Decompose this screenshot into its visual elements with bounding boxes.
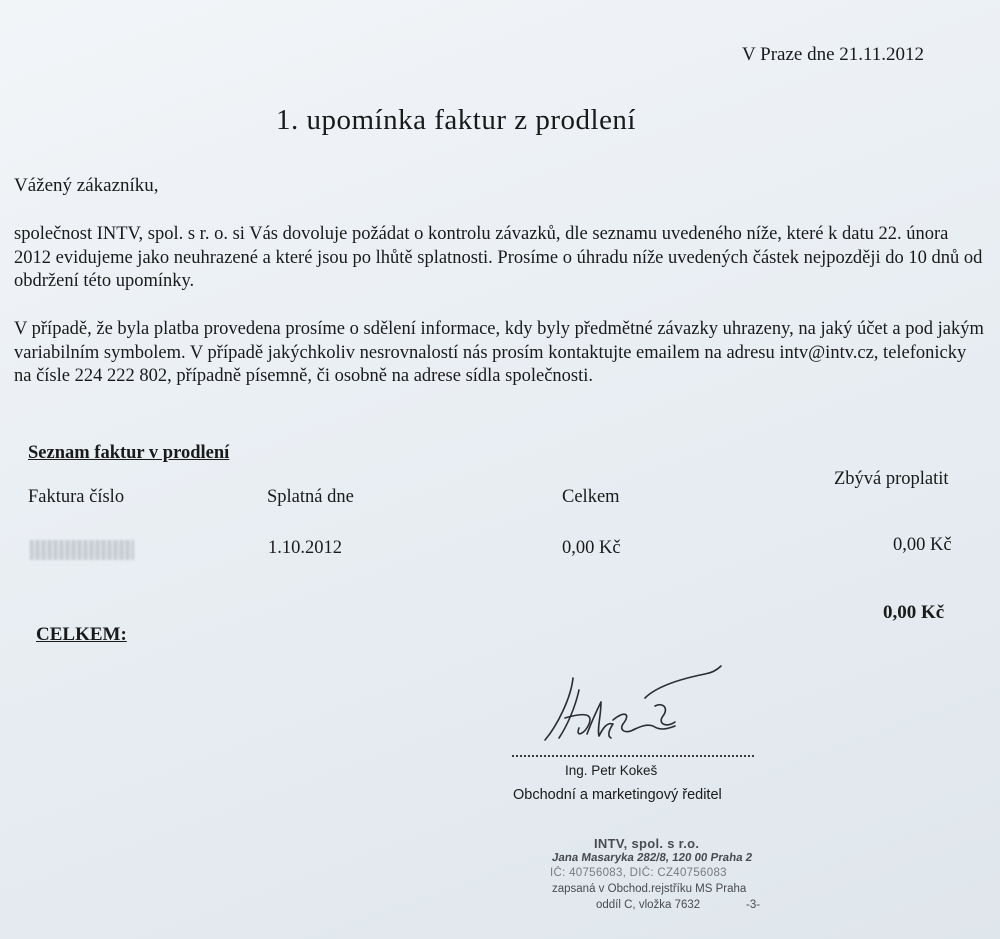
stamp-section: oddíl C, vložka 7632 xyxy=(596,899,701,911)
salutation: Vážený zákazníku, xyxy=(14,175,159,196)
letter-title: 1. upomínka faktur z prodlení xyxy=(276,104,636,136)
row-remaining: 0,00 Kč xyxy=(893,535,952,555)
signatory-name: Ing. Petr Kokeš xyxy=(565,763,658,778)
signature-line xyxy=(512,755,754,757)
stamp-company: INTV, spol. s r.o. xyxy=(594,836,700,851)
place-date: V Praze dne 21.11.2012 xyxy=(742,44,925,65)
handwritten-signature xyxy=(535,658,735,758)
stamp-address: Jana Masaryka 282/8, 120 00 Praha 2 xyxy=(551,852,753,864)
body-paragraph-2: V případě, že byla platba provedena prosíme o sdělení informace, kdy byly předmětné závazky uhrazeny, na jaký účet a pod jakým variabilním symbolem. V případě jakýchkoliv nesrovnalostí nás prosím kontaktujte emailem na adresu intv@intv.cz, telefonicky na čísle 224 222 802, případně písemně, či osobně na adrese sídla společnosti. xyxy=(14,319,984,386)
redacted-invoice-number xyxy=(30,540,134,560)
column-header-remaining: Zbývá proplatit xyxy=(834,469,949,489)
column-header-invoice-number: Faktura číslo xyxy=(28,487,125,507)
body-paragraph-1: společnost INTV, spol. s r. o. si Vás dovoluje požádat o kontrolu závazků, dle seznamu uvedeného níže, které k datu 22. února 2012 evidujeme jako neuhrazené a které jsou po lhůtě splatnosti. Prosíme o úhradu níže uvedených částek nejpozději do 10 dnů od obdržení této upomínky. xyxy=(14,224,983,291)
sum-value: 0,00 Kč xyxy=(883,602,945,623)
stamp-register: zapsaná v Obchod.rejstříku MS Praha xyxy=(552,883,747,895)
signatory-role: Obchodní a marketingový ředitel xyxy=(513,787,722,803)
stamp-mark: -3- xyxy=(746,899,761,911)
company-stamp xyxy=(546,836,770,936)
column-header-due-date: Splatná dne xyxy=(267,487,354,507)
invoice-list-heading: Seznam faktur v prodlení xyxy=(28,443,230,463)
sum-label: CELKEM: xyxy=(36,624,127,645)
row-due-date: 1.10.2012 xyxy=(268,538,342,558)
column-header-total: Celkem xyxy=(562,487,620,507)
stamp-ids: IČ: 40756083, DIČ: CZ40756083 xyxy=(550,867,727,879)
row-total: 0,00 Kč xyxy=(562,538,621,558)
